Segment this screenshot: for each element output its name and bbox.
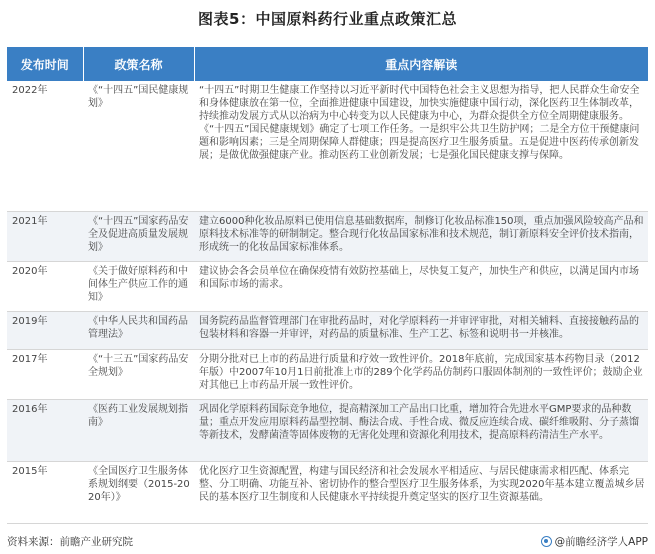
cell-policy-name: 《“十三五”国家药品安全规划》 xyxy=(83,349,194,399)
cell-time: 2021年 xyxy=(7,211,83,261)
cell-policy-name: 《医药工业发展规划指南》 xyxy=(83,399,194,461)
cell-time: 2022年 xyxy=(7,81,83,211)
header-content: 重点内容解读 xyxy=(194,47,648,81)
cell-content: 建议协会各会员单位在确保疫情有效防控基础上，尽快复工复产，加快生产和供应，以满足国内市场和国际市场的需求。 xyxy=(194,261,648,311)
cell-time: 2019年 xyxy=(7,311,83,349)
cell-time: 2020年 xyxy=(7,261,83,311)
cell-time: 2016年 xyxy=(7,399,83,461)
brand-logo-icon xyxy=(541,536,552,547)
table-row xyxy=(7,311,648,349)
cell-content: 优化医疗卫生资源配置，构建与国民经济和社会发展水平相适应、与居民健康需求相匹配、体系完整、分工明确、功能互补、密切协作的整合型医疗卫生服务体系，为实现2020年基本建立覆盖城乡居民的基本医疗卫生制度和人民健康水平持续提升奠定坚实的医疗卫生资源基础。 xyxy=(194,461,648,523)
cell-content: 巩固化学原料药国际竞争地位，提高精深加工产品出口比重，增加符合先进水平GMP要求的品种数量；重点开发应用原料药晶型控制、酶法合成、手性合成、微反应连续合成、碳纤维吸附、分子蒸馏等新技术，发酵菌渣等固体废物的无害化处理和资源化利用技术，提高原料药清洁生产水平。 xyxy=(194,399,648,461)
table-row xyxy=(7,349,648,399)
table-row xyxy=(7,211,648,261)
chart-title: 图表5：中国原料药行业重点政策汇总 xyxy=(198,10,457,28)
cell-policy-name: 《中华人民共和国药品管理法》 xyxy=(83,311,194,349)
brand-label: @前瞻经济学人APP xyxy=(554,536,648,548)
header-policy-name: 政策名称 xyxy=(83,47,194,81)
policy-table xyxy=(7,47,648,524)
cell-time: 2017年 xyxy=(7,349,83,399)
cell-content: 国务院药品监督管理部门在审批药品时，对化学原料药一并审评审批，对相关辅料、直接接触药品的包装材料和容器一并审评，对药品的质量标准、生产工艺、标签和说明书一并核准。 xyxy=(194,311,648,349)
table-header-row xyxy=(7,47,648,81)
table-row xyxy=(7,399,648,461)
cell-content: “十四五”时期卫生健康工作坚持以习近平新时代中国特色社会主义思想为指导，把人民群众生命安全和身体健康放在第一位，全面推进健康中国建设，加快实施健康中国行动，深化医药卫生体制改革，持续推动发展方式从以治病为中心转变为以人民健康为中心，为群众提供全方位全周期健康服务。《“十四五”国民健康规划》确定了七项工作任务。一是织牢公共卫生防护网；二是全方位干预健康问题和影响因素；三是全周期保障人群健康；四是提高医疗卫生服务质量。五是促进中医药传承创新发展；是做优做强健康产业。推动医药工业创新发展；七是强化国民健康支撑与保障。 xyxy=(194,81,648,211)
cell-content: 建立6000种化妆品原料已使用信息基础数据库，制修订化妆品标准150项，重点加强风险较高产品和原料技术标准等的研制制定。整合现行化妆品国家标准和技术规范，制订新原料安全评价技术指南，形成统一的化妆品国家标准体系。 xyxy=(194,211,648,261)
source-note: 资料来源：前瞻产业研究院 xyxy=(7,536,133,548)
cell-time: 2015年 xyxy=(7,461,83,523)
cell-policy-name: 《“十四五”国家药品安全及促进高质量发展规划》 xyxy=(83,211,194,261)
cell-policy-name: 《“十四五”国民健康规划》 xyxy=(83,81,194,211)
cell-content: 分期分批对已上市的药品进行质量和疗效一致性评价。2018年底前，完成国家基本药物目录（2012年版）中2007年10月1日前批准上市的289个化学药品仿制药口服固体制剂的一致性评价；鼓励企业对其他已上市药品开展一致性评价。 xyxy=(194,349,648,399)
header-time: 发布时间 xyxy=(7,47,83,81)
cell-policy-name: 《全国医疗卫生服务体系规划纲要（2015-2020年）》 xyxy=(83,461,194,523)
cell-policy-name: 《关于做好原料药和中间体生产供应工作的通知》 xyxy=(83,261,194,311)
table-row xyxy=(7,81,648,211)
table-row xyxy=(7,461,648,523)
brand-credit xyxy=(541,534,648,549)
table-row xyxy=(7,261,648,311)
